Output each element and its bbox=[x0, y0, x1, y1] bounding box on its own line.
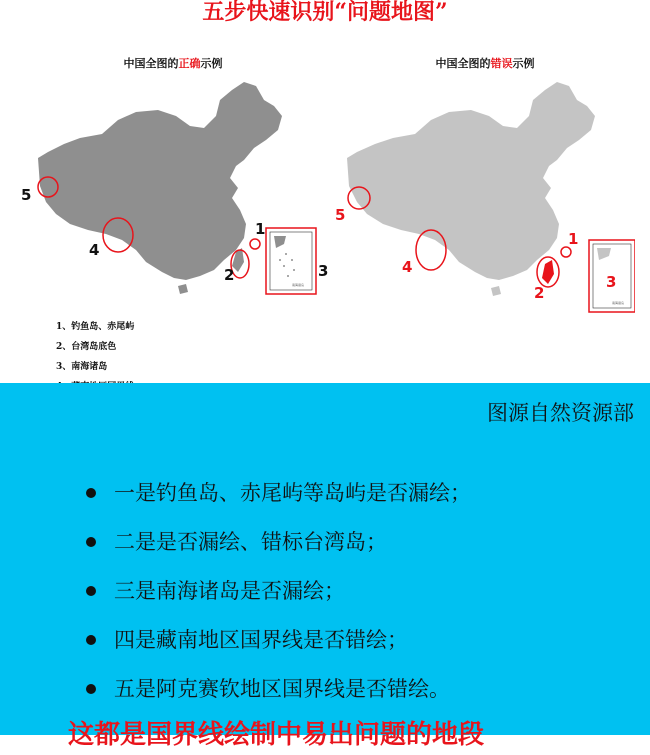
legend-item: 3、南海诸岛 bbox=[56, 362, 108, 372]
wrong-china-map bbox=[335, 40, 635, 340]
correct-marker-5: 5 bbox=[21, 186, 32, 204]
correct-title-prefix: 中国全图的 bbox=[123, 57, 179, 70]
wrong-hainan-island bbox=[491, 286, 501, 296]
source-credit: 图源自然资源部 bbox=[487, 401, 634, 425]
wrong-china-mainland bbox=[347, 82, 595, 280]
wrong-marker-3: 3 bbox=[606, 273, 617, 291]
correct-title-highlight: 正确 bbox=[178, 57, 201, 70]
correct-title-suffix: 示例 bbox=[200, 57, 223, 70]
wrong-title-suffix: 示例 bbox=[512, 57, 535, 70]
list-item: 一是钓鱼岛、赤尾屿等岛屿是否漏绘； bbox=[86, 478, 471, 527]
correct-hainan-island bbox=[178, 284, 188, 294]
wrong-taiwan-island bbox=[542, 260, 554, 284]
correct-circle-1 bbox=[250, 239, 260, 249]
legend-item: 1、钓鱼岛、赤尾屿 bbox=[56, 322, 135, 332]
wrong-circle-1 bbox=[561, 247, 571, 257]
correct-marker-3: 3 bbox=[318, 262, 328, 280]
correct-marker-1: 1 bbox=[255, 220, 266, 238]
correct-marker-2: 2 bbox=[224, 266, 235, 284]
wrong-marker-2: 2 bbox=[534, 284, 545, 302]
wrong-title-highlight: 错误 bbox=[490, 57, 513, 70]
footer-highlight: 这都是国界线绘制中易出问题的地段 bbox=[68, 720, 485, 750]
check-points-list bbox=[86, 478, 471, 723]
main-title: 五步快速识别“问题地图” bbox=[202, 0, 448, 25]
list-item: 四是藏南地区国界线是否错绘； bbox=[86, 625, 471, 674]
wrong-marker-1: 1 bbox=[568, 230, 579, 248]
correct-china-mainland bbox=[38, 82, 282, 280]
bottom-section bbox=[0, 383, 650, 750]
list-item: 二是是否漏绘、错标台湾岛； bbox=[86, 527, 471, 576]
wrong-marker-4: 4 bbox=[402, 258, 413, 276]
wrong-inset-caption: 南海诸岛 bbox=[611, 301, 625, 305]
wrong-title-prefix: 中国全图的 bbox=[435, 57, 491, 70]
correct-inset-caption: 南海诸岛 bbox=[291, 283, 305, 287]
correct-marker-4: 4 bbox=[89, 241, 100, 259]
list-item: 五是阿克赛钦地区国界线是否错绘。 bbox=[86, 674, 471, 723]
wrong-marker-5: 5 bbox=[335, 206, 346, 224]
correct-map-panel bbox=[18, 40, 328, 380]
list-item: 三是南海诸岛是否漏绘； bbox=[86, 576, 471, 625]
wrong-map-panel bbox=[335, 40, 635, 340]
legend-item: 2、台湾岛底色 bbox=[56, 342, 117, 352]
